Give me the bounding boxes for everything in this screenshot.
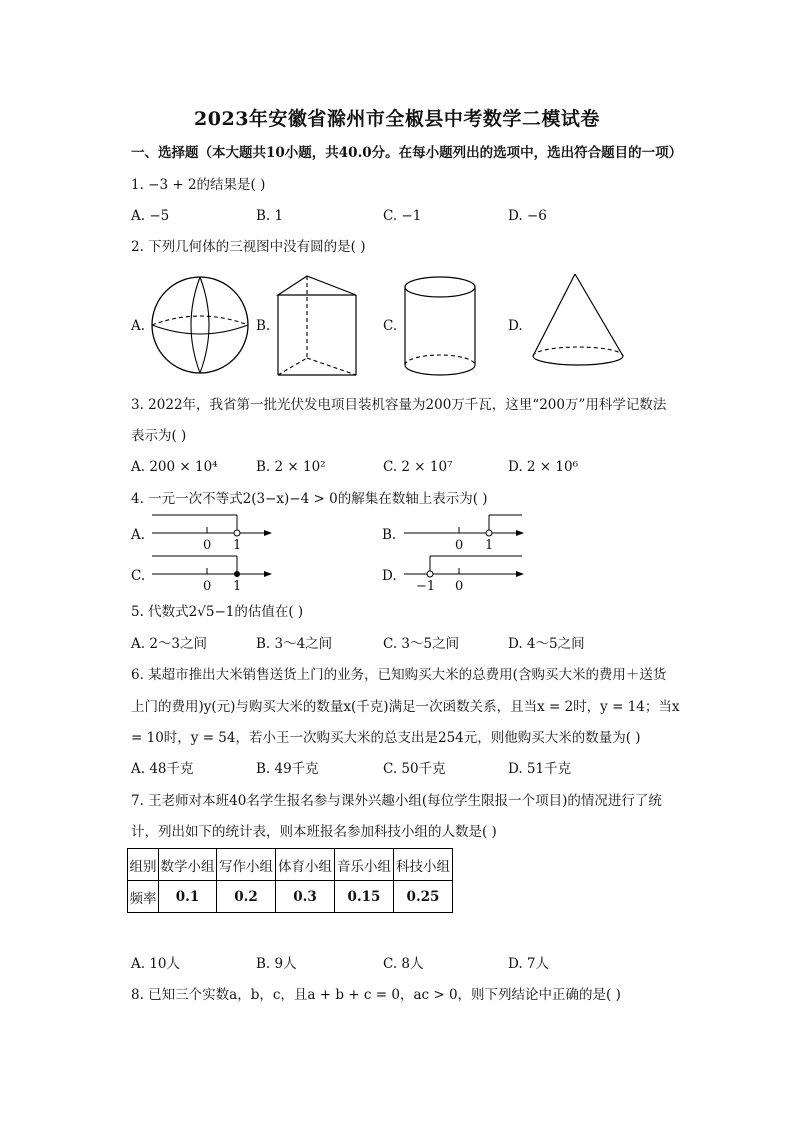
q3-option-b[interactable]: B. 2 × 10² [256, 459, 326, 475]
q2-option-d[interactable]: D. [508, 318, 523, 334]
table-cell: 0.25 [394, 881, 453, 913]
section-heading: 一、选择题（本大题共10小题，共40.0分。在每小题列出的选项中，选出符合题目的一项） [131, 145, 683, 161]
q6-option-a[interactable]: A. 48千克 [131, 761, 194, 777]
table-header-cell: 组别 [128, 849, 159, 881]
table-header-cell: 科技小组 [394, 849, 453, 881]
q2-option-b[interactable]: B. [256, 318, 271, 334]
q6-option-b[interactable]: B. 49千克 [256, 761, 319, 777]
table-header-row [128, 849, 453, 881]
q8-stem: 8. 已知三个实数a，b，c，且a + b + c = 0，ac > 0，则下列结论中正确的是( ) [131, 987, 621, 1003]
tick-label-1: 1 [233, 579, 242, 594]
number-line-a [150, 513, 275, 553]
q2-option-a[interactable]: A. [131, 318, 146, 334]
tick-label-0: 0 [203, 579, 212, 594]
q1-option-d[interactable]: D. −6 [508, 208, 547, 224]
table-header-cell: 写作小组 [217, 849, 276, 881]
table-header-cell: 体育小组 [276, 849, 335, 881]
q6-stem-line1: 6. 某超市推出大米销售送货上门的业务，已知购买大米的总费用(含购买大米的费用＋送货 [131, 667, 667, 683]
table-cell: 0.3 [276, 881, 335, 913]
table-cell: 0.1 [159, 881, 217, 913]
sphere-figure [150, 275, 250, 375]
q2-option-c[interactable]: C. [383, 318, 398, 334]
page-title: 2023年安徽省滁州市全椒县中考数学二模试卷 [194, 108, 600, 130]
q7-option-a[interactable]: A. 10人 [131, 956, 181, 972]
q4-option-c[interactable]: C. [131, 568, 146, 584]
tick-label-1: 1 [485, 538, 494, 553]
q7-stem-line2: 计，列出如下的统计表，则本班报名参加科技小组的人数是( ) [131, 824, 497, 840]
q5-option-b[interactable]: B. 3～4之间 [256, 636, 333, 652]
q5-stem: 5. 代数式2√5−1的估值在( ) [131, 604, 304, 620]
number-line-c [150, 554, 275, 594]
q3-option-d[interactable]: D. 2 × 10⁶ [508, 459, 578, 475]
table-header-cell: 数学小组 [159, 849, 217, 881]
q3-stem-line2: 表示为( ) [131, 428, 187, 444]
table-cell: 0.2 [217, 881, 276, 913]
tick-label-neg1: −1 [416, 579, 436, 594]
cone-figure [530, 272, 626, 374]
q5-option-a[interactable]: A. 2～3之间 [131, 636, 208, 652]
tick-label-0: 0 [455, 579, 464, 594]
q3-stem-line1: 3. 2022年，我省第一批光伏发电项目装机容量为200万千瓦，这里“200万”用科学记数法 [131, 397, 667, 413]
q1-option-b[interactable]: B. 1 [256, 208, 284, 224]
table-cell: 0.15 [335, 881, 394, 913]
q1-stem: 1. −3 + 2的结果是( ) [131, 177, 266, 193]
q2-stem: 2. 下列几何体的三视图中没有圆的是( ) [131, 239, 366, 255]
q1-option-c[interactable]: C. −1 [383, 208, 422, 224]
table-cell: 频率 [128, 881, 159, 913]
q6-option-d[interactable]: D. 51千克 [508, 761, 572, 777]
table-header-cell: 音乐小组 [335, 849, 394, 881]
frequency-table [127, 848, 453, 913]
q3-option-a[interactable]: A. 200 × 10⁴ [131, 459, 218, 475]
tick-label-0: 0 [203, 538, 212, 553]
q6-stem-line2: 上门的费用)y(元)与购买大米的数量x(千克)满足一次函数关系，且当x = 2时，y = 14；当x [131, 699, 680, 715]
q4-option-a[interactable]: A. [131, 527, 146, 543]
q6-stem-line3: = 10时，y = 54，若小王一次购买大米的总支出是254元，则他购买大米的数量为( ) [131, 730, 641, 746]
tick-label-0: 0 [455, 538, 464, 553]
q7-option-c[interactable]: C. 8人 [383, 956, 424, 972]
q7-stem-line1: 7. 王老师对本班40名学生报名参与课外兴趣小组(每位学生限报一个项目)的情况进行了统 [131, 793, 662, 809]
q1-option-a[interactable]: A. −5 [131, 208, 170, 224]
q3-option-c[interactable]: C. 2 × 10⁷ [383, 459, 453, 475]
q7-option-b[interactable]: B. 9人 [256, 956, 297, 972]
q7-option-d[interactable]: D. 7人 [508, 956, 550, 972]
number-line-b [402, 513, 527, 553]
q4-option-d[interactable]: D. [382, 568, 397, 584]
number-line-d [402, 554, 527, 594]
q4-option-b[interactable]: B. [382, 527, 397, 543]
tick-label-1: 1 [233, 538, 242, 553]
triangular-prism-figure [276, 275, 360, 377]
cylinder-figure [402, 275, 478, 379]
q6-option-c[interactable]: C. 50千克 [383, 761, 446, 777]
table-row [128, 881, 453, 913]
q5-option-c[interactable]: C. 3～5之间 [383, 636, 460, 652]
q4-stem: 4. 一元一次不等式2(3−x)−4 > 0的解集在数轴上表示为( ) [131, 491, 488, 507]
q5-option-d[interactable]: D. 4～5之间 [508, 636, 585, 652]
